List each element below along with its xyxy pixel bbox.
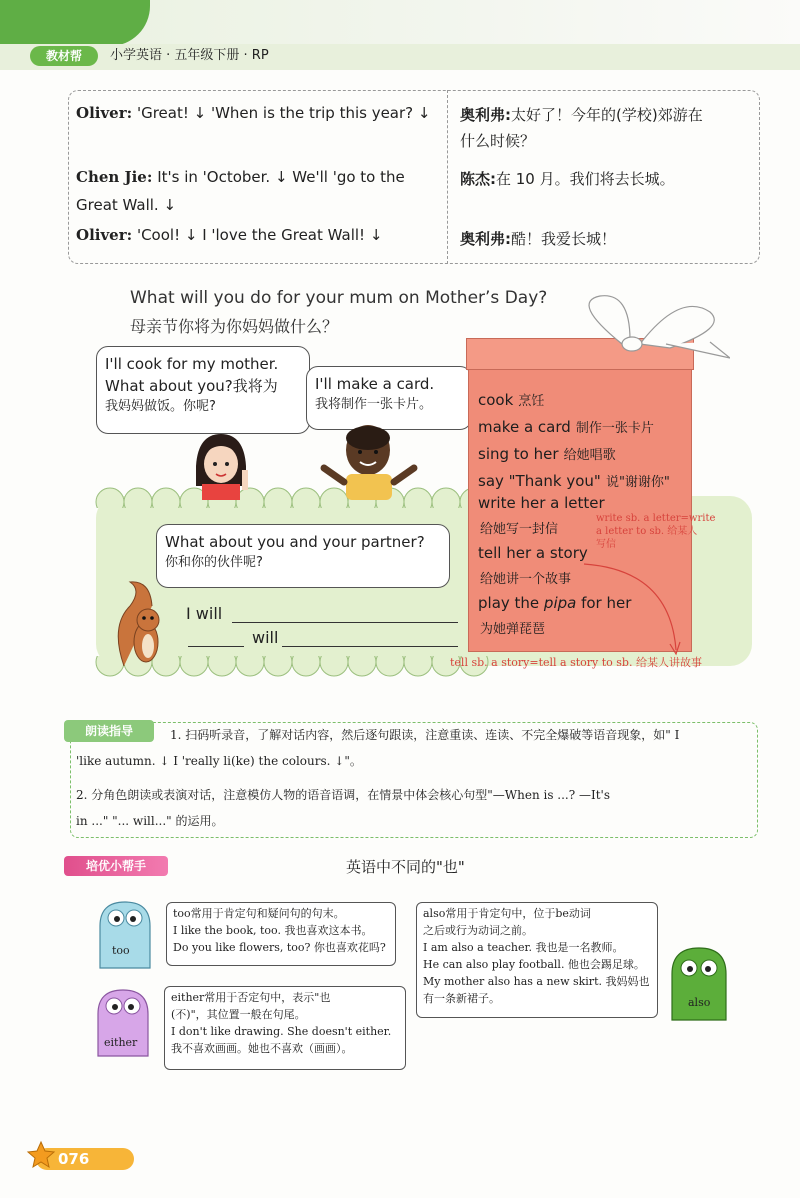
dialogue-row-1-zh-2: 什么时候？ — [460, 132, 536, 150]
header-title: 小学英语 · 五年级下册 · RP — [110, 48, 269, 63]
gift-phrase-tell: tell her a story — [478, 544, 588, 562]
dialogue-row-2-en-2: Great Wall. ↓ — [76, 196, 177, 214]
dialogue-row-1-en: Oliver: 'Great! ↓ 'When is the trip this year? ↓ — [76, 104, 431, 122]
either-card-line: either常用于否定句中，表示"也 — [171, 991, 331, 1004]
note-write-letter: write sb. a letter=write a letter to sb. 给某人 写信 — [596, 513, 716, 550]
either-card — [164, 986, 406, 1070]
girl-speech-bubble — [96, 346, 310, 434]
either-card-line: (不)"，其位置一般在句尾。 — [171, 1008, 306, 1021]
gift-phrase-tell-zh: 给她讲一个故事 — [480, 572, 572, 587]
tips-line-4: in ..." "... will..." 的运用。 — [76, 814, 224, 828]
girl-bubble-line-3: 我妈妈做饭。你呢? — [105, 399, 216, 414]
too-card-line: I like the book, too. 我也喜欢这本书。 — [173, 924, 373, 937]
also-card — [416, 902, 658, 1018]
dialogue-row-2-zh: 陈杰:在 10 月。我们将去长城。 — [460, 170, 675, 188]
dialogue-row-1-zh: 奥利弗:太好了！今年的(学校)郊游在 — [460, 106, 703, 124]
either-card-line: 我不喜欢画画。她也不喜欢（画画）。 — [171, 1042, 353, 1055]
also-card-line: He can also play football. 他也会踢足球。 — [423, 958, 645, 971]
star-icon — [26, 1140, 56, 1170]
boy-illustration — [316, 418, 426, 500]
also-card-line: My mother also has a new skirt. 我妈妈也 — [423, 975, 650, 988]
dialogue-row-3-en: Oliver: 'Cool! ↓ I 'love the Great Wall! ↓ — [76, 226, 383, 244]
note-arrow — [580, 560, 700, 660]
gift-bow-icon — [560, 292, 730, 372]
also-card-line: I am also a teacher. 我也是一名教师。 — [423, 941, 624, 954]
squirrel-speech-bubble — [156, 524, 450, 588]
header-badge: 教材帮 — [30, 46, 98, 66]
tips-line-1: 1. 扫码听录音，了解对话内容，然后逐句跟读，注意重读、连读、不完全爆破等语音现象，如" I — [170, 728, 680, 742]
gift-phrase-item: make a card 制作一张卡片 — [478, 418, 654, 436]
squirrel-bubble-line-2: 你和你的伙伴呢? — [165, 555, 263, 570]
either-label: either — [104, 1036, 138, 1049]
activity-question-en: What will you do for your mum on Mother’s Day? — [130, 288, 548, 308]
also-label: also — [688, 996, 711, 1009]
header-tab — [0, 0, 150, 46]
also-character-icon — [664, 940, 734, 1024]
gift-phrase-write-zh: 给她写一封信 — [480, 522, 559, 537]
reading-tips-badge: 朗读指导 — [64, 720, 154, 742]
girl-illustration — [186, 430, 256, 500]
also-card-line: also常用于肯定句中，位于be动词 — [423, 907, 591, 920]
gift-phrase-write: write her a letter — [478, 494, 605, 512]
too-card-line: Do you like flowers, too? 你也喜欢花吗? — [173, 941, 386, 954]
gift-phrase-list — [478, 386, 688, 494]
boy-bubble-line-2: 我将制作一张卡片。 — [315, 397, 433, 412]
gift-phrase-pipa: play the pipa for her — [478, 594, 632, 612]
gift-phrase-pipa-zh: 为她弹琵琶 — [480, 622, 546, 637]
boy-bubble-line-1: I'll make a card. — [315, 375, 435, 393]
dialogue-row-3-zh: 奥利弗:酷！我爱长城！ — [460, 230, 617, 248]
note-tell-story: tell sb. a story=tell a story to sb. 给某人讲故事 — [450, 656, 702, 669]
gift-phrase-item: say "Thank you" 说"谢谢你" — [478, 472, 670, 490]
too-label: too — [112, 944, 130, 957]
either-card-line: I don't like drawing. She doesn't either. — [171, 1025, 392, 1038]
fill-blank-2[interactable] — [188, 646, 244, 647]
also-card-line: 之后或行为动词之前。 — [423, 924, 533, 937]
fill-blank-1[interactable] — [232, 622, 458, 623]
dialogue-divider — [447, 90, 448, 264]
helper-title: 英语中不同的"也" — [346, 858, 465, 876]
tips-line-3: 2. 分角色朗读或表演对话，注意模仿人物的语音语调，在情景中体会核心句型"—When is ...? —It's — [76, 788, 611, 802]
also-card-line: 有一条新裙子。 — [423, 992, 500, 1005]
tips-line-2: 'like autumn. ↓ I 'really li(ke) the colours. ↓"。 — [76, 754, 362, 768]
too-card — [166, 902, 396, 966]
activity-question-zh: 母亲节你将为你妈妈做什么？ — [130, 317, 339, 336]
fill-blank-3[interactable] — [282, 646, 458, 647]
fill-line-1: I will — [186, 604, 223, 623]
page-number: 076 — [36, 1148, 134, 1170]
helper-badge: 培优小帮手 — [64, 856, 168, 876]
too-character-icon — [92, 896, 158, 972]
squirrel-bubble-line-1: What about you and your partner? — [165, 533, 425, 551]
girl-bubble-line-1: I'll cook for my mother. — [105, 355, 279, 373]
gift-phrase-item: sing to her 给她唱歌 — [478, 445, 616, 463]
girl-bubble-line-2: What about you?我将为 — [105, 377, 278, 395]
gift-phrase-item: cook 烹饪 — [478, 391, 545, 409]
dialogue-row-2-en: Chen Jie: It's in 'October. ↓ We'll 'go to the — [76, 168, 405, 186]
too-card-line: too常用于肯定句和疑问句的句末。 — [173, 907, 345, 920]
fill-line-2: will — [252, 628, 279, 647]
squirrel-illustration — [116, 576, 166, 672]
